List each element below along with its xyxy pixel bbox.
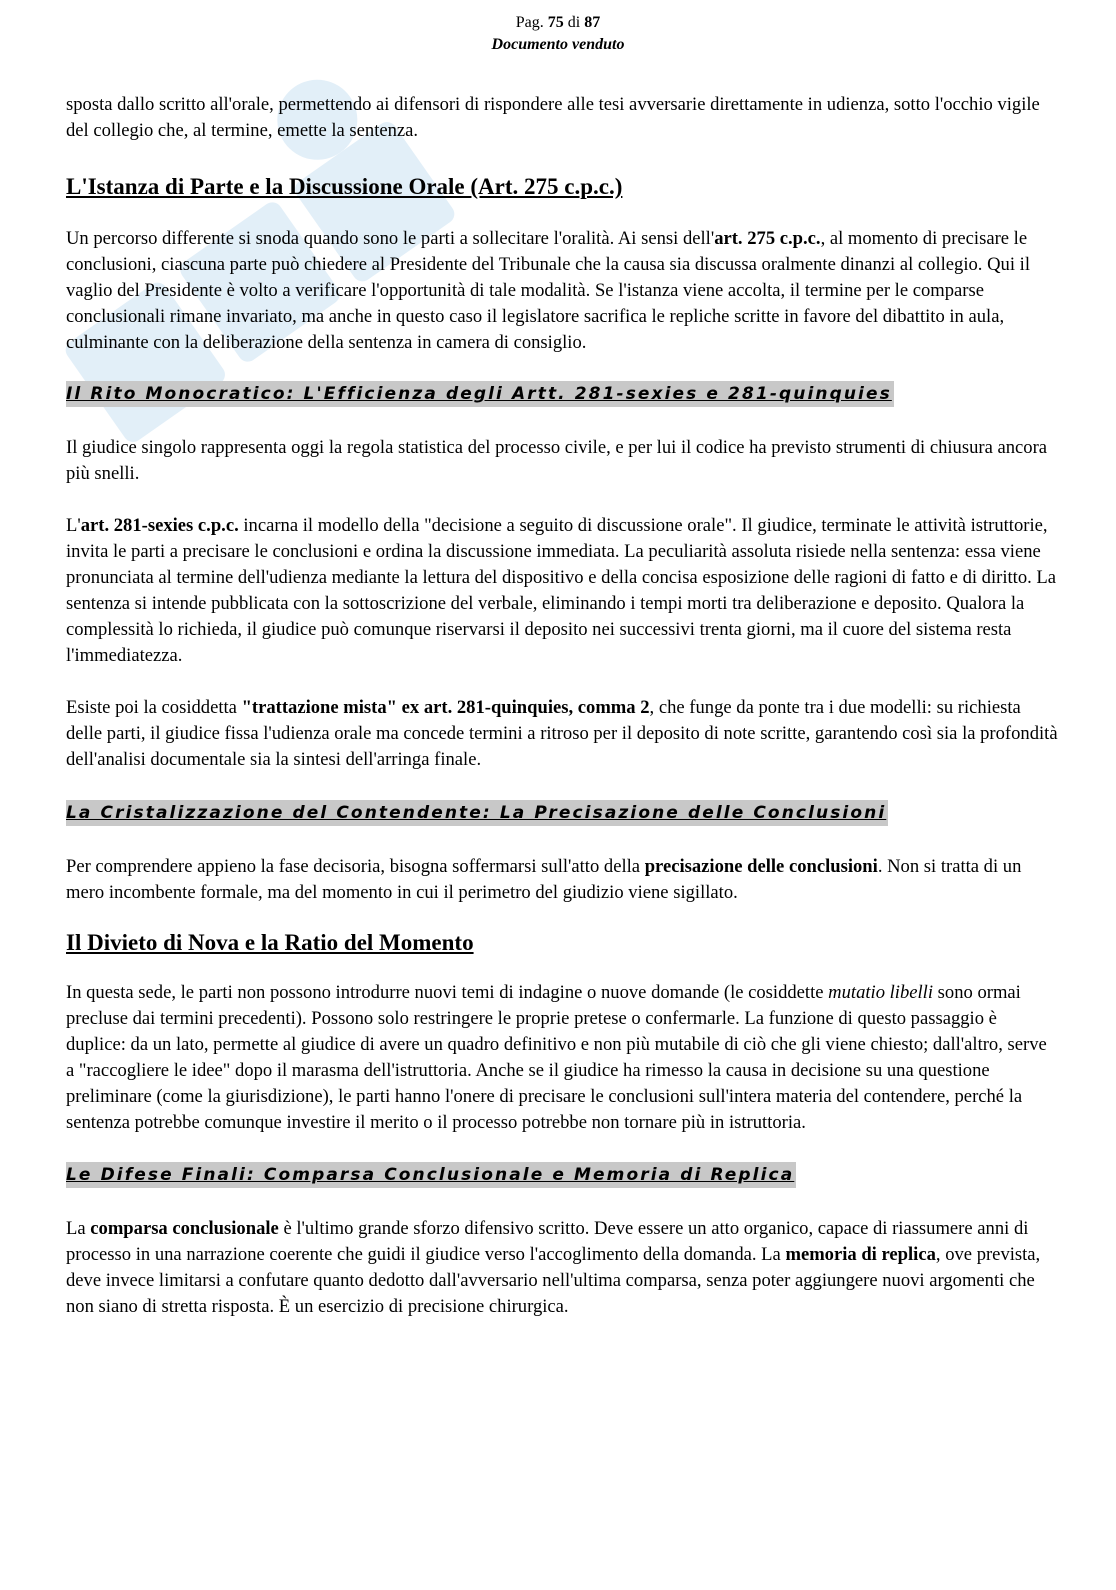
paragraph-5: Per comprendere appieno la fase decisoria, bisogna soffermarsi sull'atto della precisazione delle conclusioni. Non si tratta di un mero incombente formale, ma del momento in cui il perimetro del giudizio viene sigillato. xyxy=(66,856,1022,903)
paragraph-6: In questa sede, le parti non possono introdurre nuovi temi di indagine o nuove domande (le cosiddette mutatio libelli sono ormai precluse dai termini precedenti). Possono solo restringere le proprie pretese o confermarle. La funzione di questo passaggio è duplice: da un lato, permette al giudice di avere un quadro definitivo e non più mutabile di ciò che gli viene chiesto; dall'altro, serve a "raccogliere le idee" dopo il marasma dell'istruttoria. Anche se il giudice ha rimesso la causa in decisione su una questione preliminare (come la giurisdizione), le parti hanno l'onere di precisare le conclusioni sull'intera materia del contendere, perché la sentenza potrebbe comunque investire il merito o il processo potrebbe non tornare più in istruttoria. xyxy=(66,982,1047,1133)
paragraph-3: L'art. 281-sexies c.p.c. incarna il modello della "decisione a seguito di discussione orale". Il giudice, terminate le attività istruttorie, invita le parti a precisare le conclusioni e ordina la discussione immediata. La peculiarità assoluta risiede nella sentenza: essa viene pronunciata al termine dell'udienza mediante la lettura del dispositivo e della concisa esposizione delle ragioni di fatto e di diritto. La sentenza si intende pubblicata con la sottoscrizione del verbale, eliminando i tempi morti tra deliberazione e deposito. Qualora la complessità lo richieda, il giudice può comunque riservarsi il deposito nei successivi trenta giorni, ma il cuore del sistema resta l'immediatezza. xyxy=(66,515,1057,666)
page-number-line xyxy=(0,12,1116,34)
paragraph-1: Un percorso differente si snoda quando sono le parti a sollecitare l'oralità. Ai sensi dell'art. 275 c.p.c., al momento di precisare le conclusioni, ciascuna parte può chiedere al Presidente del Tribunale che la causa sia discussa oralmente dinanzi al collegio. Qui il vaglio del Presidente è volto a verificare l'opportunità di tale modalità. Se l'istanza viene accolta, il termine per le comparse conclusionali rimane invariato, ma anche in questo caso il legislatore sacrifica le repliche scritte in favore del dibattito in aula, culminante con la deliberazione della sentenza in camera di consiglio. xyxy=(66,228,1030,353)
paragraph-0: sposta dallo scritto all'orale, permettendo ai difensori di rispondere alle tesi avversarie direttamente in udienza, sotto l'occhio vigile del collegio che, al termine, emette la sentenza. xyxy=(66,94,1040,141)
subsection-heading-3: La Cristalizzazione del Contendente: La Precisazione delle Conclusioni xyxy=(66,800,888,826)
section-heading-4: Il Divieto di Nova e la Ratio del Momento xyxy=(66,930,474,955)
document-body xyxy=(66,92,1058,1320)
page-number: 75 xyxy=(547,14,564,31)
page-sep: di xyxy=(567,14,581,31)
page-prefix: Pag. xyxy=(515,14,544,31)
paragraph-4: Esiste poi la cosiddetta "trattazione mista" ex art. 281-quinquies, comma 2, che funge da ponte tra i due modelli: su richiesta delle parti, il giudice fissa l'udienza orale ma concede termini a ritroso per il deposito di note scritte, garantendo così sia la profondità dell'analisi documentale sia la sintesi dell'arringa finale. xyxy=(66,697,1058,770)
subsection-heading-2: Il Rito Monocratico: L'Efficienza degli Artt. 281-sexies e 281-quinquies xyxy=(66,381,894,407)
page-header xyxy=(0,12,1116,56)
section-heading-1: L'Istanza di Parte e la Discussione Orale (Art. 275 c.p.c.) xyxy=(66,174,623,199)
subsection-heading-5: Le Difese Finali: Comparsa Conclusionale e Memoria di Replica xyxy=(66,1162,796,1188)
paragraph-2: Il giudice singolo rappresenta oggi la regola statistica del processo civile, e per lui il codice ha previsto strumenti di chiusura ancora più snelli. xyxy=(66,437,1048,484)
sold-note: Documento venduto xyxy=(491,36,625,53)
page-total: 87 xyxy=(584,14,601,31)
paragraph-7: La comparsa conclusionale è l'ultimo grande sforzo difensivo scritto. Deve essere un atto organico, capace di riassumere anni di processo in una narrazione coerente che guidi il giudice verso l'accoglimento della domanda. La memoria di replica, ove prevista, deve invece limitarsi a confutare quanto dedotto dall'avversario nell'ultima comparsa, senza poter aggiungere nuovi argomenti che non siano di stretta risposta. È un esercizio di precisione chirurgica. xyxy=(66,1218,1041,1317)
